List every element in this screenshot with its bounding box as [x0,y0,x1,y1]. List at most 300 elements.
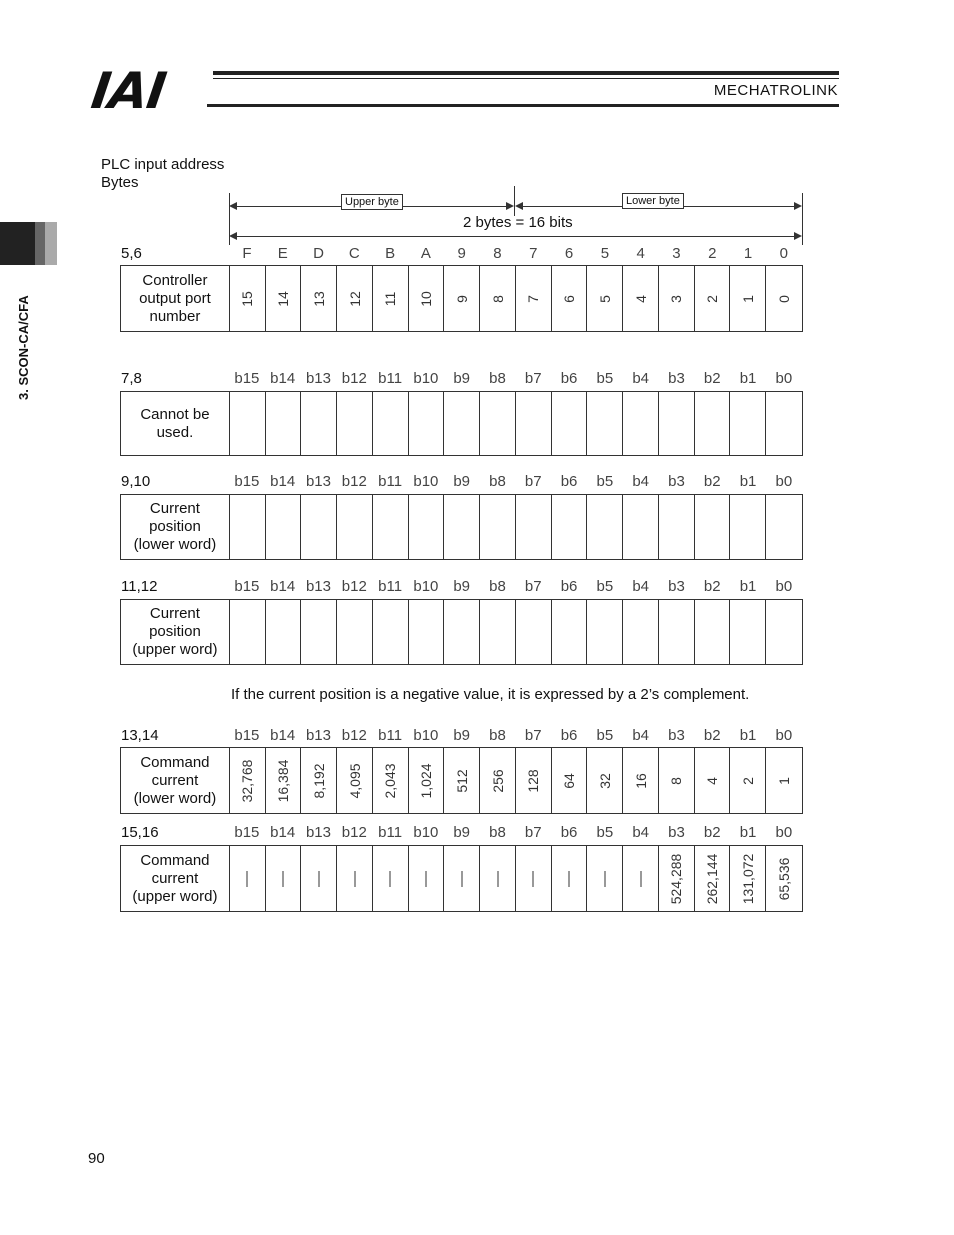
bit-value-bar [497,871,498,887]
bit-value-bar [390,871,391,887]
bit-value: 8,192 [310,762,327,799]
bit-cell [516,392,552,455]
lower-byte-arrow-left [515,202,523,210]
bit-cell [516,846,552,911]
register-description-line: Controller [142,271,208,289]
bit-cell [230,392,266,455]
bit-value: 12 [346,290,363,307]
bit-cell [266,748,302,813]
bit-cell [659,266,695,331]
bit-header: b13 [305,370,331,387]
bit-header: 0 [779,245,789,262]
bit-header: 7 [529,245,538,262]
register-description [121,600,230,664]
bytes-label: Bytes [101,174,139,191]
bit-cell [623,600,659,664]
bits-arrow-right [794,232,802,240]
bit-cell [730,600,766,664]
bit-header: 6 [564,245,574,262]
iai-logo: IAI [87,62,169,120]
bit-cell [552,846,588,911]
bit-cell [516,748,552,813]
bit-header: b3 [668,370,685,387]
bit-header: E [277,245,288,262]
chapter-label: 3. SCON-CA/CFA [16,295,31,400]
bit-header: D [313,245,324,262]
bit-value-bar [569,871,570,887]
register-table [120,265,803,332]
bit-cell [373,495,409,559]
register-description [121,748,230,813]
bit-value-bar [318,871,319,887]
bit-cell [766,748,802,813]
bit-value: 3 [668,294,685,303]
bit-cell [337,600,373,664]
bit-header: b2 [703,824,721,841]
bit-cell [337,392,373,455]
bit-header: 9 [457,245,466,262]
header-rule-mid [213,78,839,79]
bit-header: b4 [632,473,649,490]
bit-header: b3 [668,473,685,490]
chapter-tab-dark [0,222,35,265]
register-address: 5,6 [121,245,142,262]
bit-header: A [420,245,431,262]
bit-value-bar [604,871,605,887]
bit-header: b13 [305,578,331,595]
bit-cell [230,266,266,331]
bit-header: b6 [560,473,578,490]
bit-value: 0 [776,294,792,303]
bit-cell [301,748,337,813]
upper-byte-label: Upper byte [341,194,403,210]
bit-value: 256 [489,768,506,793]
bit-header-row [229,473,802,490]
register-description-line: number [149,307,201,325]
bit-header: b12 [341,473,367,490]
bit-value-bar [640,871,641,887]
bit-cell [623,748,659,813]
bit-header: b6 [560,370,578,387]
bit-header: b11 [378,473,403,490]
register-address: 13,14 [121,727,159,744]
bit-cell [301,846,337,911]
bit-header: b2 [703,578,721,595]
bit-header: b10 [413,370,439,387]
bit-header: b15 [234,473,260,490]
bits-span-label: 2 bytes = 16 bits [463,214,573,231]
bit-cell [444,600,480,664]
bit-cell [766,266,802,331]
bit-cell [623,392,659,455]
bit-header: b11 [378,370,403,387]
bit-header: b9 [453,578,471,595]
bit-value: 7 [525,294,542,303]
bit-cell [373,748,409,813]
bit-cell [766,846,802,911]
bit-value: 512 [453,768,470,793]
bit-header: b13 [305,824,331,841]
bit-cell [266,846,302,911]
bit-value: 2,043 [382,762,399,799]
bit-header: b11 [378,578,403,595]
bit-header: b6 [560,824,578,841]
page-number: 90 [88,1150,105,1167]
bit-cell [552,600,588,664]
bit-cell [444,392,480,455]
bit-header: F [242,245,252,262]
bit-cell [409,748,445,813]
bit-value: 6 [561,294,577,303]
twos-complement-note: If the current position is a negative value, it is expressed by a 2’s complement. [231,686,750,703]
bit-cell [552,748,588,813]
bit-value: 10 [418,290,434,307]
bit-cell [659,748,695,813]
register-table [120,599,803,665]
bit-header: b8 [489,370,506,387]
register-description-line: Current [149,605,200,622]
bit-header: b10 [413,727,439,744]
bit-cell [552,266,588,331]
register-description-line: current [151,869,199,887]
bit-header: b9 [453,370,471,387]
bit-header: b8 [489,473,506,490]
bit-value: 16,384 [275,759,291,802]
bit-header: b13 [305,473,331,490]
bit-value-bar [283,871,284,887]
bit-cell [623,846,659,911]
bit-cell [480,846,516,911]
bit-header: b15 [234,578,260,595]
bit-header: b5 [596,578,614,595]
bit-value: 4,095 [346,762,363,799]
bit-header: b8 [489,727,506,744]
bit-header: b4 [632,824,649,841]
bit-header: b4 [632,578,649,595]
bit-header: b5 [596,824,614,841]
bit-cell [516,600,552,664]
bit-cell [337,495,373,559]
bit-header: b10 [413,824,439,841]
register-address: 15,16 [121,824,159,841]
bit-header: b1 [739,727,757,744]
bit-cell [766,392,802,455]
bit-header: b7 [524,370,542,387]
bit-cell [659,392,695,455]
bit-header: b14 [270,370,296,387]
bit-cell [373,846,409,911]
bit-header: b0 [775,473,793,490]
bit-header: b7 [524,473,542,490]
bit-header: b9 [453,473,471,490]
register-description-line: Command [140,753,210,771]
bit-value: 8 [489,294,506,303]
bit-cell [695,748,731,813]
bit-cell [587,748,623,813]
chapter-tab-light [45,222,57,265]
bit-header: b11 [378,824,403,841]
bit-value: 4 [704,776,720,785]
bit-header: b7 [524,578,542,595]
register-description-line: position [149,518,201,535]
bit-cell [409,495,445,559]
bit-header-row [229,370,802,387]
bit-cell [266,266,302,331]
bit-cell [230,846,266,911]
byte-span-right-tick [802,193,803,245]
bit-value: 262,144 [704,853,720,904]
header-rule-bottom [207,104,839,107]
bit-cell [266,392,302,455]
bit-header: C [348,245,360,262]
bit-cell [623,266,659,331]
bit-value: 64 [561,772,577,789]
bit-cell [409,600,445,664]
register-table [120,747,803,814]
bit-value: 9 [453,294,470,303]
bit-cell [373,266,409,331]
bit-value: 4 [632,294,649,303]
bits-arrow-left [229,232,237,240]
bit-header-row [229,727,802,744]
bit-header: b1 [739,370,757,387]
bit-header: 1 [743,245,753,262]
bit-header: b14 [270,473,296,490]
bit-header: b5 [596,727,614,744]
bit-header: 2 [708,245,717,262]
bit-header: b0 [775,578,793,595]
bit-cell [695,495,731,559]
bit-cell [301,600,337,664]
bit-header: b0 [775,727,793,744]
bit-header: b6 [560,727,578,744]
bit-cell [730,392,766,455]
bit-cell [516,266,552,331]
bit-value: 128 [525,768,542,793]
bit-value-bar [533,871,534,887]
bit-header: b12 [341,824,367,841]
register-description-line: (upper word) [132,887,218,905]
bit-cell [695,266,731,331]
bit-header: b1 [739,578,757,595]
register-description-line: current [151,771,199,789]
bit-value-bar [354,871,355,887]
register-address: 11,12 [121,578,158,595]
chapter-tab-mid [35,222,45,265]
bit-cell [587,600,623,664]
bit-cell [695,846,731,911]
bit-header: 8 [493,245,502,262]
bit-cell [230,600,266,664]
bit-cell [409,846,445,911]
bit-cell [587,495,623,559]
bit-cell [516,495,552,559]
bit-value: 13 [310,290,327,307]
byte-span-mid-tick [514,186,515,216]
bit-cell [659,846,695,911]
register-description-line: (upper word) [132,641,218,658]
bit-header: b3 [668,727,685,744]
bit-header: b5 [596,370,614,387]
register-description-line: Cannot be [140,405,210,423]
register-table [120,391,803,456]
bit-cell [730,495,766,559]
bit-value: 2 [739,776,756,785]
bit-value: 1 [776,776,792,785]
bit-cell [695,392,731,455]
bit-cell [266,600,302,664]
bit-value: 1 [739,294,756,303]
bit-header: b14 [270,578,296,595]
bit-value: 131,072 [739,853,756,904]
bit-cell [695,600,731,664]
bit-cell [480,392,516,455]
bit-header: B [385,245,396,262]
register-table [120,494,803,560]
bit-header: 5 [600,245,610,262]
bit-cell [480,495,516,559]
register-description-line: Command [140,851,210,869]
bit-header: b4 [632,370,649,387]
register-description [121,495,230,559]
bit-header-row [229,245,802,262]
bit-cell [373,392,409,455]
register-description-line: used. [156,423,194,441]
header-title: MECHATROLINK [713,82,838,99]
bit-header-row [229,578,802,595]
bit-header: b10 [413,473,439,490]
bit-header: b12 [341,370,367,387]
bit-cell [730,846,766,911]
bit-header: b1 [739,473,757,490]
bit-cell [659,600,695,664]
bit-header: b15 [234,727,260,744]
plc-input-address-label: PLC input address [101,156,225,173]
bit-cell [444,495,480,559]
bit-value: 16 [632,772,649,789]
bit-value: 32,768 [239,759,256,802]
bit-header: b1 [739,824,757,841]
bit-header: b11 [378,727,403,744]
register-description [121,266,230,331]
bit-cell [230,495,266,559]
bit-value-bar [426,871,427,887]
bit-value: 524,288 [668,853,685,904]
bit-cell [587,846,623,911]
bit-header: b3 [668,578,685,595]
lower-byte-arrow-right [794,202,802,210]
bit-header: b4 [632,727,649,744]
bit-cell [266,495,302,559]
bit-header: b7 [524,727,542,744]
bit-cell [766,600,802,664]
bit-cell [552,495,588,559]
bit-cell [301,495,337,559]
bit-cell [587,392,623,455]
bit-header: b14 [270,824,296,841]
bit-value: 65,536 [776,857,792,900]
bit-header: b8 [489,824,506,841]
bit-cell [730,748,766,813]
bit-cell [623,495,659,559]
bit-cell [337,748,373,813]
bit-value: 15 [239,290,256,307]
bit-cell [337,846,373,911]
bit-cell [552,392,588,455]
bit-header: b3 [668,824,685,841]
bit-cell [444,846,480,911]
bit-header: b15 [234,824,260,841]
bit-header: b12 [341,578,367,595]
register-description-line: position [149,623,201,640]
bit-cell [409,392,445,455]
bit-header: b6 [560,578,578,595]
upper-byte-arrow-left [229,202,237,210]
bit-value: 1,024 [418,762,434,799]
bit-header: b0 [775,370,793,387]
bit-cell [373,600,409,664]
bit-value: 2 [704,294,720,303]
header-rule-top [213,71,839,75]
bit-header: 4 [636,245,645,262]
bit-cell [587,266,623,331]
bit-value: 14 [275,290,291,307]
register-address: 9,10 [121,473,151,490]
bit-header: b2 [703,473,721,490]
bit-header: b0 [775,824,793,841]
register-description [121,846,230,911]
bit-header: b15 [234,370,260,387]
bit-header: 3 [672,245,681,262]
bit-value-bar [247,871,248,887]
bit-cell [480,748,516,813]
bit-cell [480,266,516,331]
bit-header: b9 [453,727,471,744]
bit-cell [659,495,695,559]
bit-header: b13 [305,727,331,744]
register-table [120,845,803,912]
bits-span-line [232,236,798,237]
bit-value-bar [461,871,462,887]
register-description-line: (lower word) [133,536,217,553]
bit-cell [301,266,337,331]
bit-header: b2 [703,727,721,744]
bit-cell [480,600,516,664]
bit-header: b9 [453,824,471,841]
bit-value: 11 [382,291,399,306]
bit-cell [444,266,480,331]
register-description-line: (lower word) [133,789,217,807]
register-description [121,392,230,455]
bit-header: b12 [341,727,367,744]
bit-cell [766,495,802,559]
bit-cell [409,266,445,331]
bit-header: b14 [270,727,296,744]
register-description-line: Current [149,500,200,517]
bit-header: b7 [524,824,542,841]
bit-header-row [229,824,802,841]
bit-header: b8 [489,578,506,595]
bit-cell [337,266,373,331]
bit-cell [230,748,266,813]
register-address: 7,8 [121,370,142,387]
bit-cell [444,748,480,813]
bit-header: b5 [596,473,614,490]
register-description-line: output port [139,289,211,307]
upper-byte-arrow-right [506,202,514,210]
lower-byte-label: Lower byte [622,193,684,209]
bit-value: 5 [596,294,613,303]
